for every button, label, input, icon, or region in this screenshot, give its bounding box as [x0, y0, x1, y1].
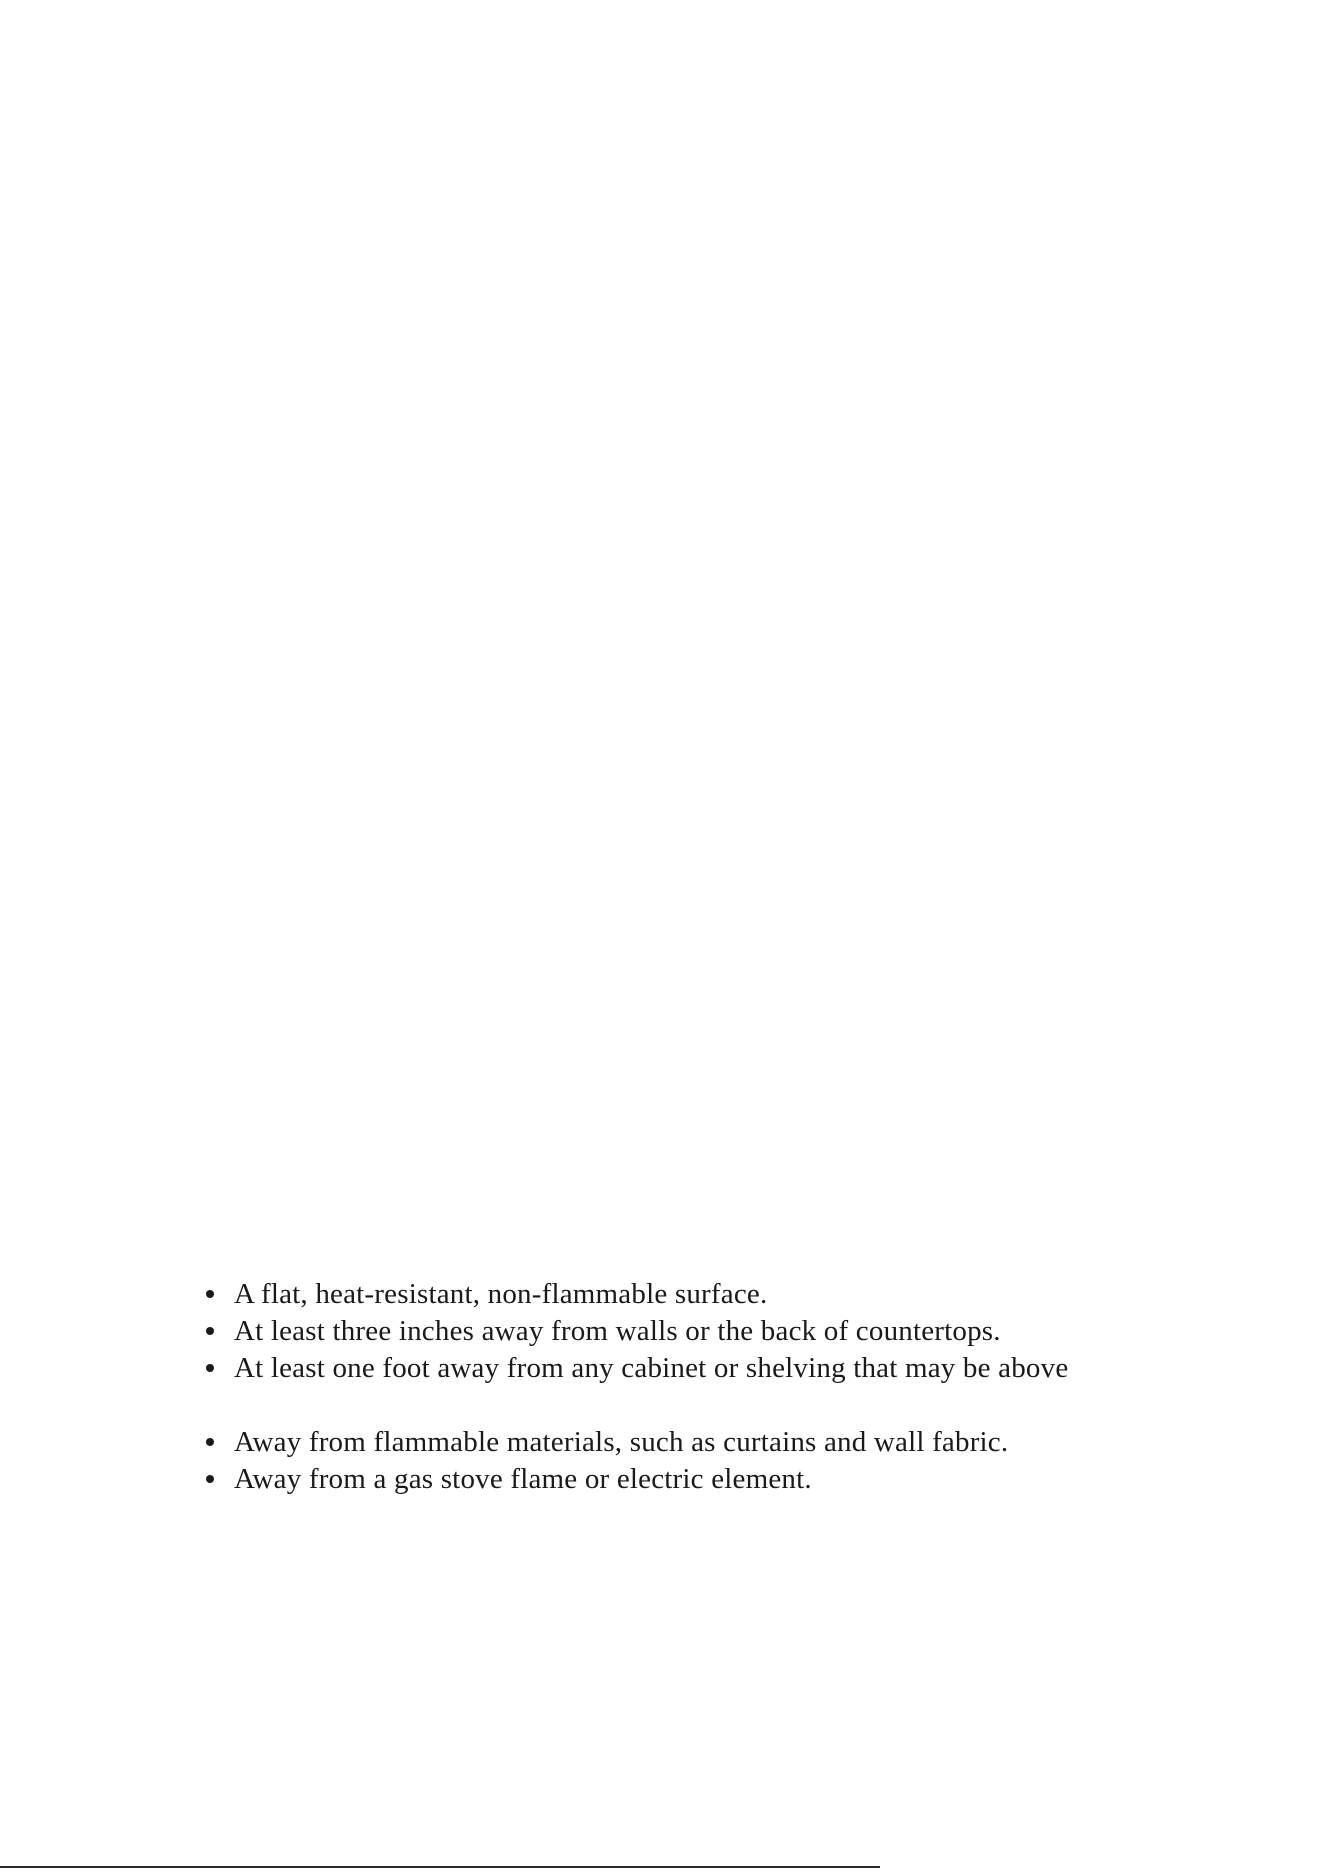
list-item — [206, 1350, 1206, 1387]
page-bottom-rule — [0, 1866, 880, 1868]
list-item — [206, 1461, 1206, 1498]
list-item-text: At least one foot away from any cabinet or shelving that may be above — [234, 1352, 1069, 1384]
list-item — [206, 1313, 1206, 1350]
bullet-icon — [206, 1290, 214, 1298]
list-item-text: Away from a gas stove flame or electric element. — [234, 1463, 812, 1495]
bullet-icon — [206, 1327, 214, 1335]
list-item — [206, 1424, 1206, 1461]
bullet-icon — [206, 1438, 214, 1446]
list-item-text: Away from flammable materials, such as curtains and wall fabric. — [234, 1426, 1009, 1458]
list-item-text: At least three inches away from walls or the back of countertops. — [234, 1315, 1001, 1347]
bullet-icon — [206, 1364, 214, 1372]
list-item — [206, 1276, 1206, 1313]
placement-requirements-list — [206, 1276, 1206, 1498]
list-item-text: A flat, heat-resistant, non-flammable surface. — [234, 1278, 768, 1310]
bullet-icon — [206, 1475, 214, 1483]
